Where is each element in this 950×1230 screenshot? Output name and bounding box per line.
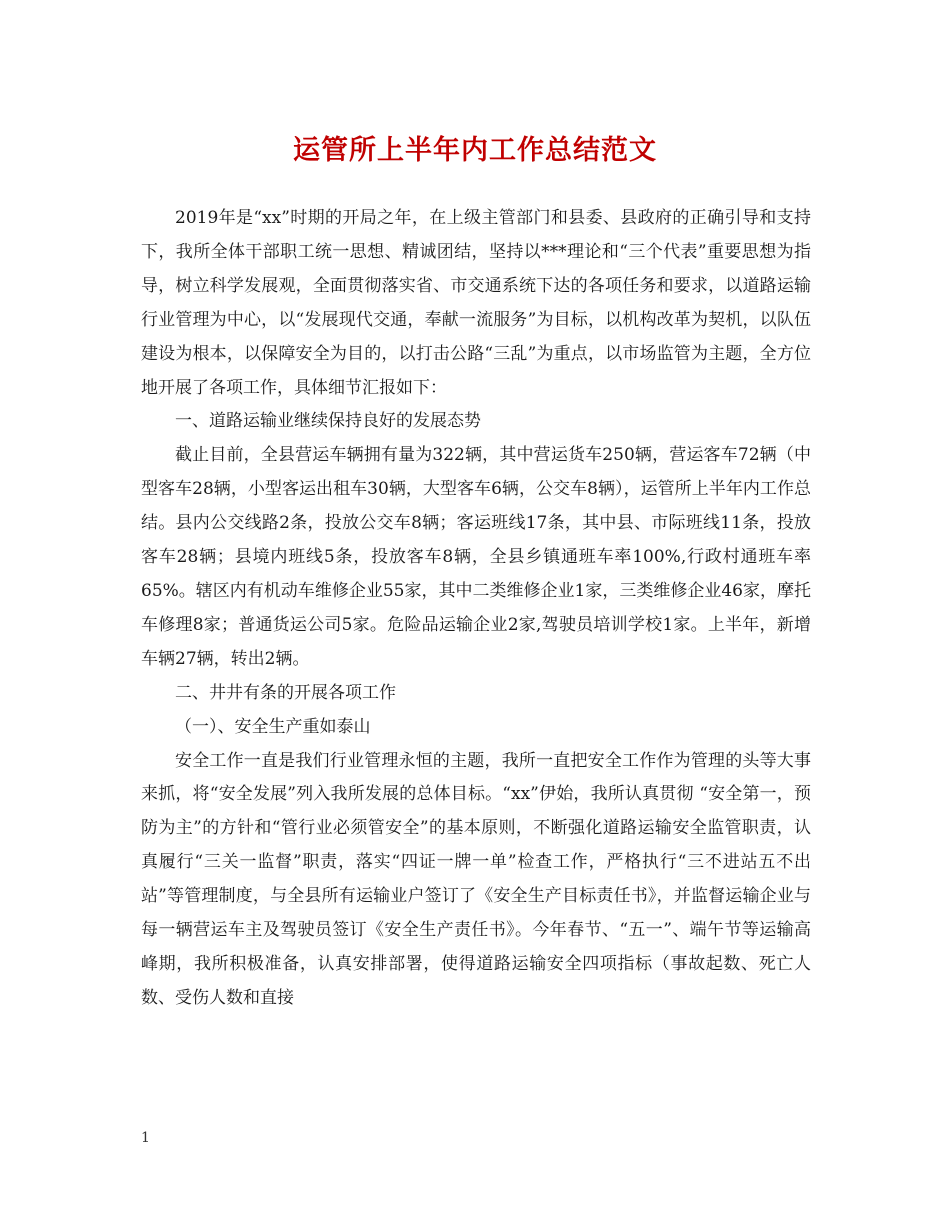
subsection-heading-safety: （一）、安全生产重如泰山 [175, 716, 371, 737]
paragraph-safety: 安全工作一直是我们行业管理永恒的主题，我所一直把安全工作作为管理的头等大事来抓，将“安全发展”列入我所发展的总体目标。“xx”伊始，我所认真贯彻 “安全第一，预防为主”的方针和“管行业必须管安全”的基本原则，不断强化道路运输安全监管职责，认真履行“三关一监督”职责，落实“四证一牌一单”检查工作，严格执行“三不进站五不出站”等管理制度，与全县所有运输业户签订了《安全生产目标责任书》，并监督运输企业与每一辆营运车主及驾驶员签订《安全生产责任书》。今年春节、“五一”、端午节等运输高峰期，我所积极准备，认真安排部署，使得道路运输安全四项指标（事故起数、死亡人数、受伤人数和直接 [141, 750, 811, 1008]
page-number: 1 [141, 1130, 150, 1146]
section-heading-2: 二、井井有条的开展各项工作 [175, 682, 396, 703]
document-title: 运管所上半年内工作总结范文 [293, 135, 657, 166]
document-body [141, 202, 811, 1016]
paragraph-vehicle-stats: 截止目前，全县营运车辆拥有量为322辆，其中营运货车250辆，营运客车72辆（中型客车28辆，小型客运出租车30辆，大型客车6辆，公交车8辆），运管所上半年内工作总结。县内公交线路2条，投放公交车8辆；客运班线17条，其中县、市际班线11条，投放客车28辆；县境内班线5条，投放客车8辆，全县乡镇通班车率100%,行政村通班车率65%。辖区内有机动车维修企业55家，其中二类维修企业1家，三类维修企业46家，摩托车修理8家；普通货运公司5家。危险品运输企业2家,驾驶员培训学校1家。上半年，新增车辆27辆，转出2辆。 [141, 445, 811, 669]
paragraph-intro: 2019年是“xx”时期的开局之年，在上级主管部门和县委、县政府的正确引导和支持下，我所全体干部职工统一思想、精诚团结，坚持以***理论和“三个代表”重要思想为指导，树立科学发展观，全面贯彻落实省、市交通系统下达的各项任务和要求，以道路运输行业管理为中心，以“发展现代交通，奉献一流服务”为目标，以机构改革为契机，以队伍建设为根本，以保障安全为目的，以打击公路“三乱”为重点，以市场监管为主题，全方位地开展了各项工作，具体细节汇报如下： [141, 208, 811, 398]
section-heading-1: 一、道路运输业继续保持良好的发展态势 [175, 411, 481, 432]
